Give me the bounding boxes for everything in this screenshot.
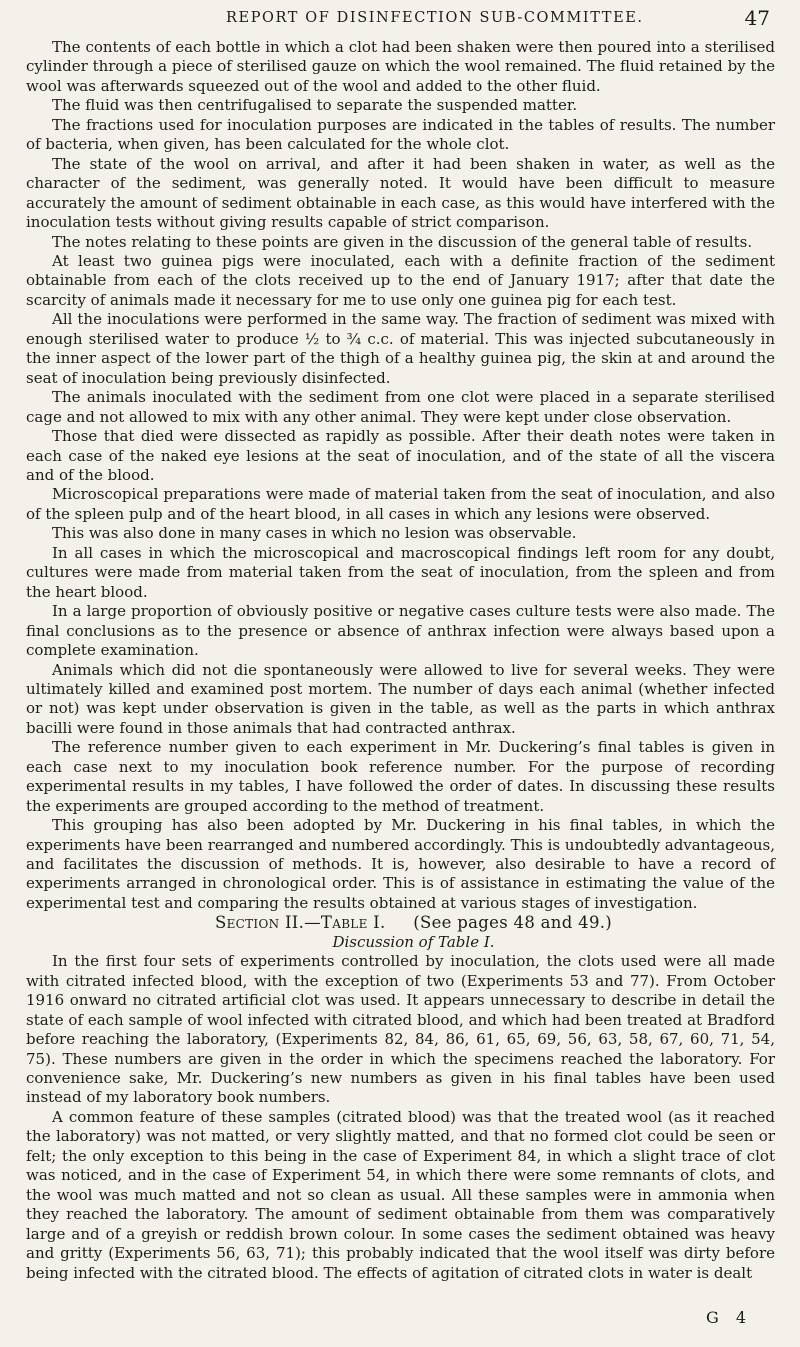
paragraph: This was also done in many cases in which no lesion was observable. <box>52 524 577 543</box>
paragraph: At least two guinea pigs were inoculated, each with a definite fraction of the sediment obtainable from each of the clots received up to the end of January 1917; after that date the scarcity of animals made it necessary for me to use only one guinea pig for each test. <box>26 251 775 309</box>
paragraph: Animals which did not die spontaneously were allowed to live for several weeks. They were ultimately killed and examined post mortem. The number of days each animal (whether infected or not) was kept under observation is given in the table, as well as the parts in which anthrax bacilli were found in those animals that had contracted anthrax. <box>26 660 775 737</box>
paragraph: The fluid was then centrifugalised to separate the suspended matter. <box>52 96 578 115</box>
paragraph: This grouping has also been adopted by Mr. Duckering in his final tables, in which the experiments have been rearranged and numbered accordingly. This is undoubtedly advantageous, and facilitates the discussion of methods. It is, however, also desirable to have a record of experiments arranged in chronological order. This is of assistance in estimating the value of the experimental test and comparing the results obtained at various stages of investigation. <box>26 816 775 912</box>
section-page-reference: (See pages 48 and 49.) <box>413 913 613 933</box>
paragraph: In a large proportion of obviously positive or negative cases culture tests were also made. The final conclusions as to the presence or absence of anthrax infection were always based upon a complete examination. <box>26 602 775 660</box>
section-subheading: Discussion of Table I. <box>332 932 495 951</box>
running-header <box>26 6 774 32</box>
paragraph: In all cases in which the microscopical and macroscopical findings left room for any doubt, cultures were made from material taken from the seat of inoculation, from the spleen and from the heart blood. <box>26 543 775 601</box>
paragraph: The notes relating to these points are given in the discussion of the general table of results. <box>52 232 753 251</box>
paragraph: All the inoculations were performed in the same way. The fraction of sediment was mixed with enough sterilised water to produce ½ to ¾ c.c. of material. This was injected subcutaneously in the inner aspect of the lower part of the thigh of a healthy guinea pig, the skin at and around the seat of inoculation being previously disinfected. <box>26 310 775 387</box>
section-title: Section II.—Table I. <box>214 913 386 933</box>
paragraph: The state of the wool on arrival, and after it had been shaken in water, as well as the character of the sediment, was generally noted. It would have been difficult to measure accurately the amount of sediment obtainable in each case, as this would have interfered with the inoculation tests without giving results capable of strict comparison. <box>26 154 775 232</box>
paragraph: A common feature of these samples (citrated blood) was that the treated wool (as it reached the laboratory) was not matted, or very slightly matted, and that no formed clot could be seen or felt; the only exception to this being in the case of Experiment 84, in which a slight trace of clot was noticed, and in the case of Experiment 54, in which there were some remnants of clots, and the wool was much matted and not so clean as usual. All these samples were in ammonia when they reached the laboratory. The amount of sediment obtainable from them was comparatively large and of a greyish or reddish brown colour. In some cases the sediment obtained was heavy and gritty (Experiments 56, 63, 71); this probably indicated that the wool itself was dirty before being infected with the citrated blood. The effects of agitation of citrated clots in water is dealt <box>26 1107 775 1282</box>
paragraph: The fractions used for inoculation purposes are indicated in the tables of results. The number of bacteria, when given, has been calculated for the whole clot. <box>26 115 775 154</box>
paragraph: In the first four sets of experiments controlled by inoculation, the clots used were all made with citrated infected blood, with the exception of two (Experiments 53 and 77). From October 1916 onward no citrated artificial clot was used. It appears unnecessary to describe in detail the state of each sample of wool infected with citrated blood, and which had been treated at Bradford before reaching the laboratory, (Experiments 82, 84, 86, 61, 65, 69, 56, 63, 58, 67, 60, 71, 54, 75). These numbers are given in the order in which the specimens reached the laboratory. For convenience sake, Mr. Duckering’s new numbers as given in his final tables have been used instead of my laboratory book numbers. <box>26 952 775 1107</box>
paragraph: Those that died were dissected as rapidly as possible. After their death notes were taken in each case of the naked eye lesions at the seat of inoculation, and of the state of all the viscera and of the blood. <box>26 427 775 484</box>
section-heading <box>26 913 775 932</box>
paragraph: The contents of each bottle in which a clot had been shaken were then poured into a sterilised cylinder through a piece of sterilised gauze on which the wool remained. The fluid retained by the wool was afterwards squeezed out of the wool and added to the other fluid. <box>26 38 775 95</box>
paragraph: The animals inoculated with the sediment from one clot were placed in a separate sterilised cage and not allowed to mix with any other animal. They were kept under close observation. <box>26 388 775 426</box>
printer-signature-mark: G 4 <box>705 1308 752 1327</box>
page-number: 47 <box>744 6 770 30</box>
body-text <box>26 38 775 1283</box>
running-title: REPORT OF DISINFECTION SUB-COMMITTEE. <box>226 10 644 26</box>
paragraph: Microscopical preparations were made of material taken from the seat of inoculation, and also of the spleen pulp and of the heart blood, in all cases in which any lesions were observed. <box>26 485 775 523</box>
paragraph: The reference number given to each experiment in Mr. Duckering’s final tables is given in each case next to my inoculation book reference number. For the purpose of recording experimental results in my tables, I have followed the order of dates. In discussing these results the experiments are grouped according to the method of treatment. <box>26 738 775 815</box>
